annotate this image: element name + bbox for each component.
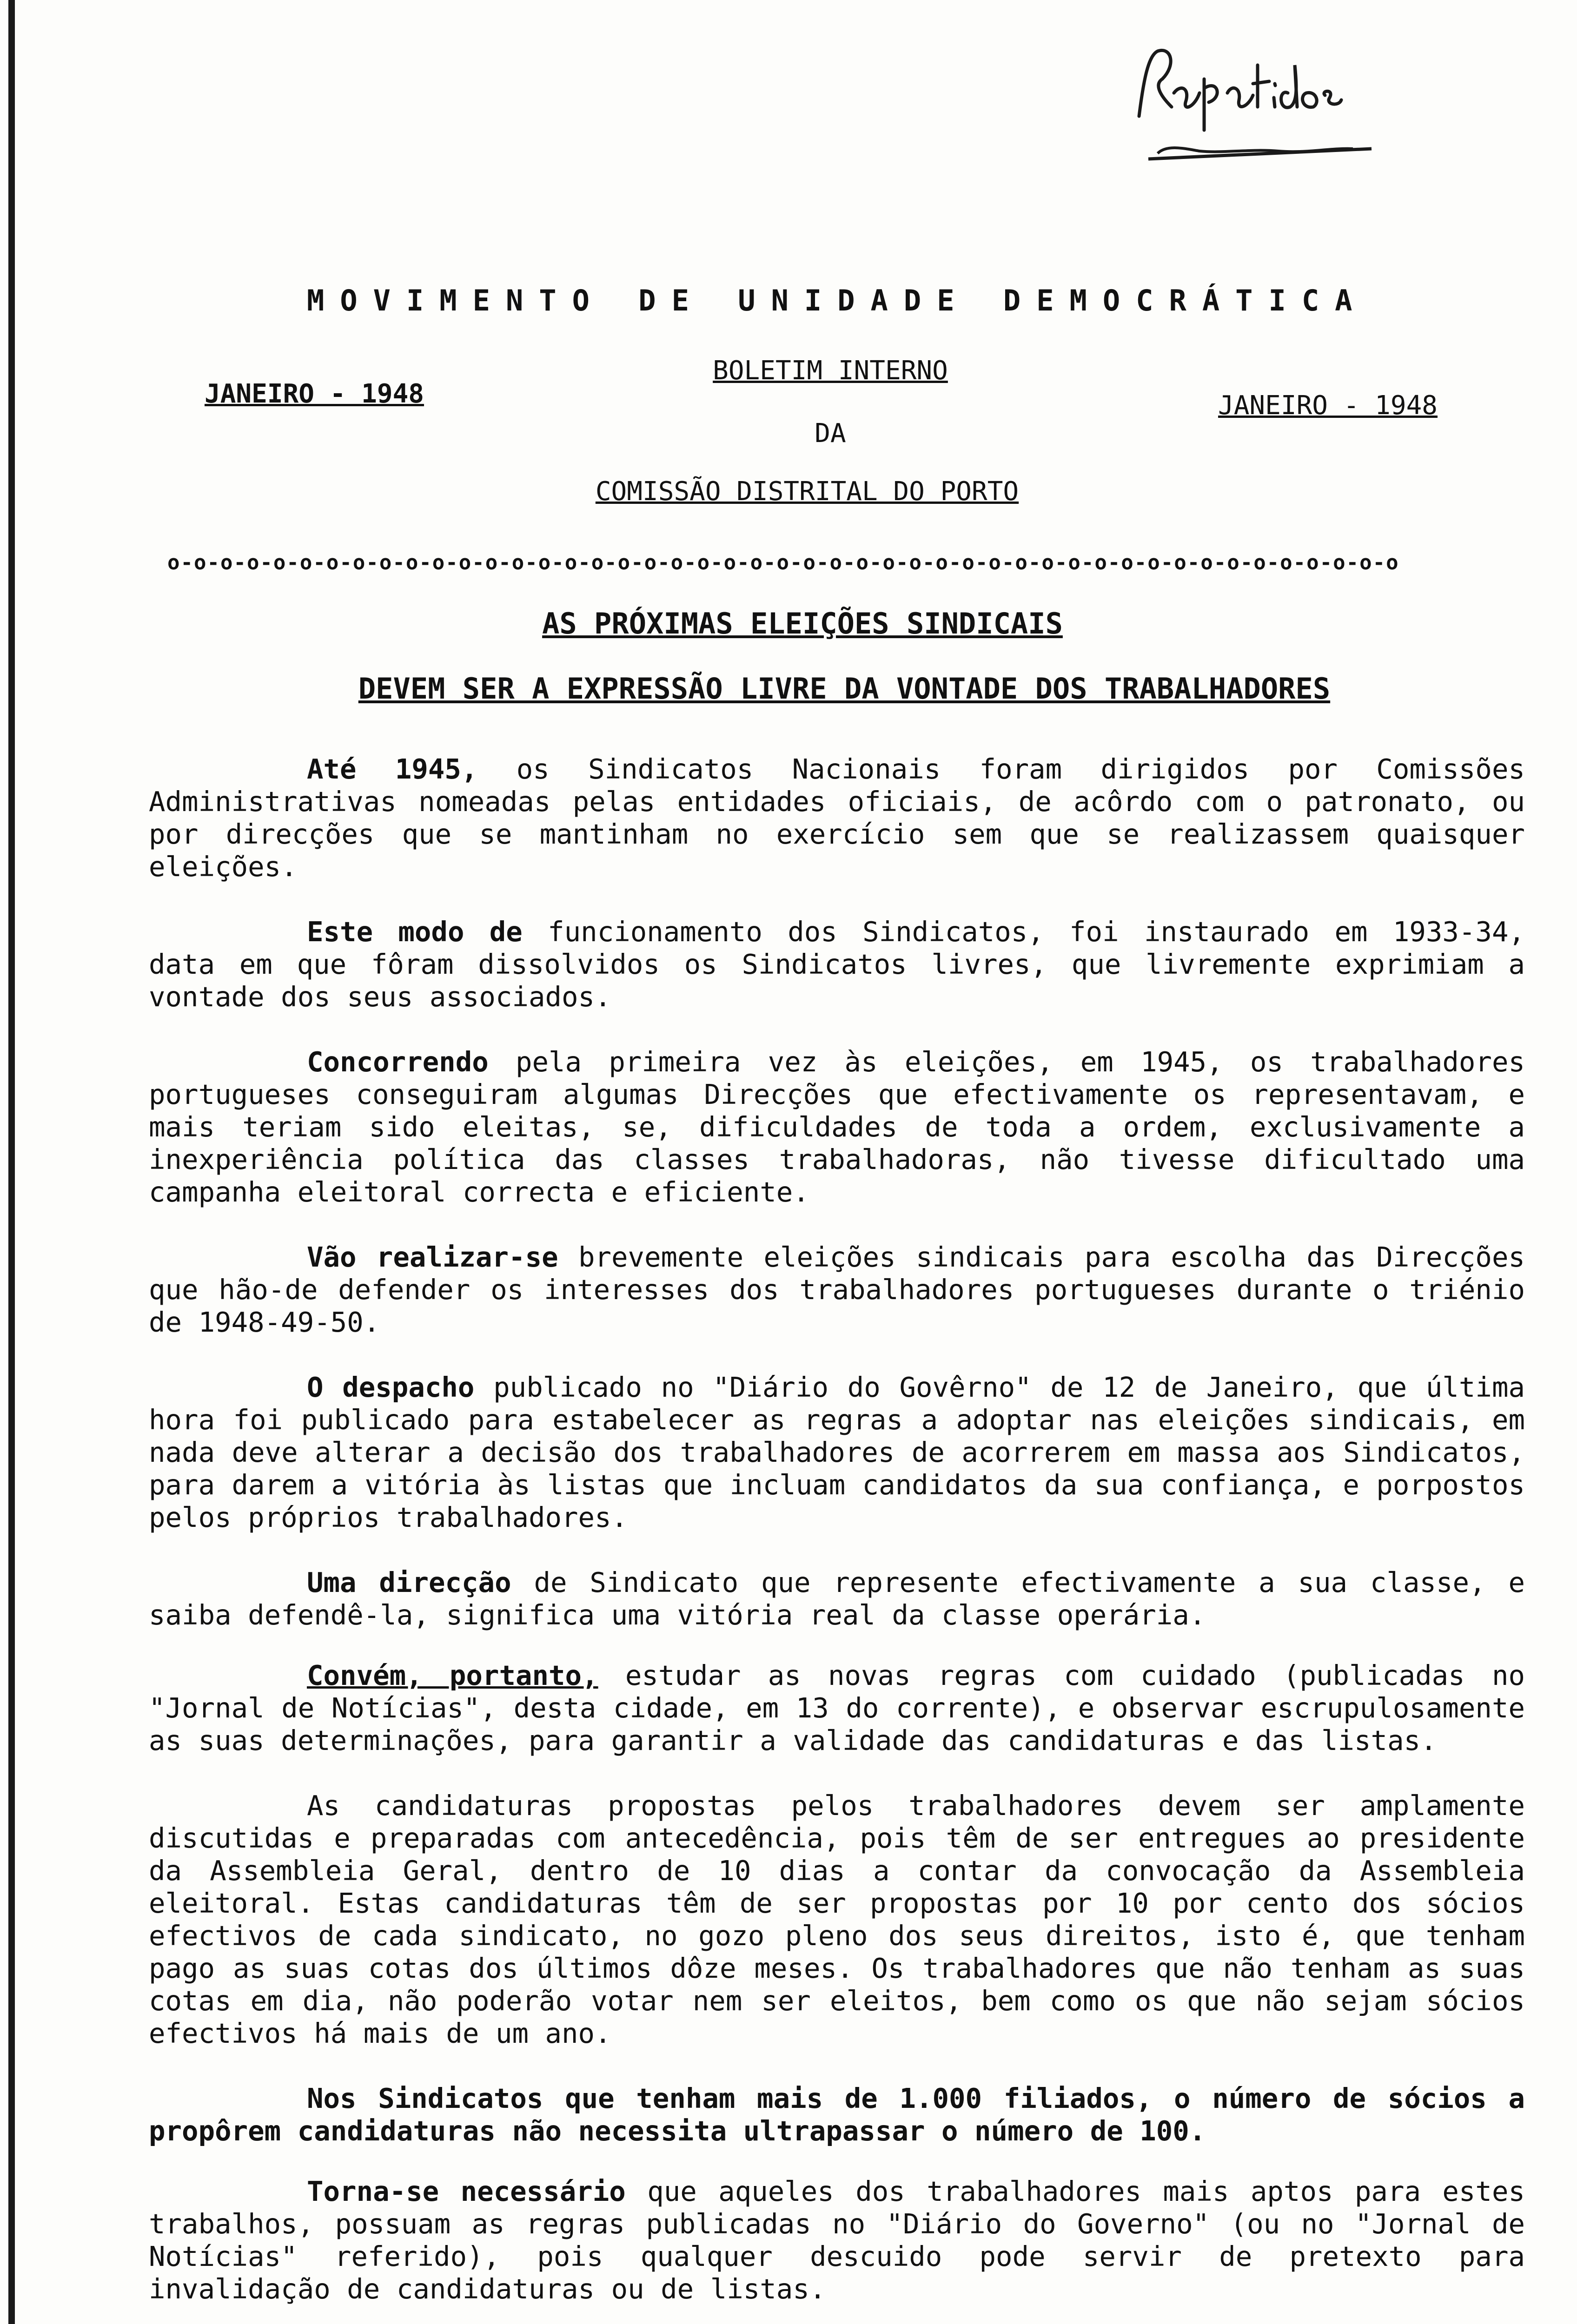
bulletin-label: BOLETIM INTERNO bbox=[713, 356, 948, 386]
paragraph-lead: O despacho bbox=[307, 1371, 475, 1403]
paragraph-text: de Sindicato que represente efectivamente a sua classe, e saiba defendê-la, significa uma vitória real da classe operária. bbox=[149, 1566, 1525, 1631]
paragraph-text: brevemente eleições sindicais para escolha das Direcções que hão-de defender os interesses dos trabalhadores portugueses durante o triénio de 1948-49-50. bbox=[149, 1241, 1525, 1338]
paragraph-text: que tenham mais de 1.000 filiados, o número de sócios a propôrem candidaturas não necessita ultrapassar o número de 100. bbox=[149, 2082, 1525, 2147]
paragraph-lead: Uma direcção bbox=[307, 1566, 511, 1598]
section-divider: o-o-o-o-o-o-o-o-o-o-o-o-o-o-o-o-o-o-o-o-o-o-o-o-o-o-o-o-o-o-o-o-o-o-o-o-o-o-o-o-o-o-o-o-o-o-o bbox=[167, 551, 1399, 574]
paragraph-9 bbox=[149, 2082, 1525, 2147]
date-right: JANEIRO - 1948 bbox=[1218, 390, 1438, 421]
paragraph-lead: Até 1945, bbox=[307, 753, 478, 785]
paragraph-3 bbox=[149, 1046, 1525, 1208]
paragraph-text: que aqueles dos trabalhadores mais aptos para estes trabalhos, possuam as regras publicadas no "Diário do Governo" (ou no "Jornal de Notícias" referido), pois qualquer descuido pode servir de pretexto para invalidação de candidaturas ou de listas. bbox=[149, 2175, 1525, 2305]
paragraph-text: os Sindicatos Nacionais foram dirigidos por Comissões Administrativas nomeadas pelas entidades oficiais, de acôrdo com o patronato, ou por direcções que se mantinham no exercício sem que se realizassem quaisquer eleições. bbox=[149, 753, 1525, 883]
paragraph-lead: Vão realizar-se bbox=[307, 1241, 558, 1273]
da-label: DA bbox=[815, 418, 846, 449]
paragraph-4 bbox=[149, 1241, 1525, 1339]
body-text bbox=[149, 753, 1525, 2324]
paragraph-text: publicado no "Diário do Govêrno" de 12 de Janeiro, que última hora foi publicado para estabelecer as regras a adoptar nas eleições sindicais, em nada deve alterar a decisão dos trabalhadores de acorrerem em massa aos Sindicatos, para darem a vitória às listas que incluam candidatos da sua confiança, e porpostos pelos próprios trabalhadores. bbox=[149, 1371, 1525, 1533]
scan-left-edge bbox=[8, 0, 15, 2324]
paragraph-8 bbox=[149, 1789, 1525, 2050]
paragraph-lead: Nos Sindicatos bbox=[307, 2082, 543, 2114]
committee-name: COMISSÃO DISTRITAL DO PORTO bbox=[595, 476, 1019, 507]
paragraph-1 bbox=[149, 753, 1525, 883]
paragraph-lead: Convém, portanto, bbox=[307, 1659, 598, 1691]
movement-title: MOVIMENTO DE UNIDADE DEMOCRÁTICA bbox=[307, 284, 1368, 317]
paragraph-5 bbox=[149, 1371, 1525, 1534]
paragraph-text: pela primeira vez às eleições, em 1945, os trabalhadores portugueses conseguiram algumas Direcções que efectivamente os representavam, e mais teriam sido eleitas, se, dificuldades de toda a ordem, exclusivamente a inexperiência política das classes trabalhadoras, não tivesse dificultado uma campanha eleitoral correcta e eficiente. bbox=[149, 1046, 1525, 1208]
headline-sub: DEVEM SER A EXPRESSÃO LIVRE DA VONTADE DOS TRABALHADORES bbox=[358, 672, 1331, 706]
paragraph-lead: Concorrendo bbox=[307, 1046, 489, 1078]
paragraph-text: estudar as novas regras com cuidado (publicadas no "Jornal de Notícias", desta cidade, em 13 do corrente), e observar escrupulosamente as suas determinações, para garantir a validade das candidaturas e das listas. bbox=[149, 1659, 1525, 1756]
paragraph-lead: Torna-se necessário bbox=[307, 2175, 626, 2207]
paragraph-text: propostas pelos trabalhadores devem ser amplamente discutidas e preparadas com antecedência, pois têm de ser entregues ao presidente da Assembleia Geral, dentro de 10 dias a contar da convocação da Assembleia eleitoral. Estas candidaturas têm de ser propostas por 10 por cento dos sócios efectivos de cada sindicato, no gozo pleno dos seus direitos, isto é, que tenham pago as suas cotas dos últimos dôze meses. Os trabalhadores que não tenham as suas cotas em dia, não poderão votar nem ser eleitos, bem como os que não sejam sócios efectivos há mais de um ano. bbox=[149, 1789, 1525, 2049]
paragraph-7 bbox=[149, 1659, 1525, 1757]
paragraph-lead: Este modo de bbox=[307, 916, 523, 948]
paragraph-lead: As candidaturas bbox=[307, 1789, 573, 1822]
paragraph-10 bbox=[149, 2175, 1525, 2305]
paragraph-2 bbox=[149, 916, 1525, 1013]
date-left: JANEIRO - 1948 bbox=[205, 379, 424, 409]
paragraph-6 bbox=[149, 1566, 1525, 1631]
handwritten-annotation bbox=[1130, 37, 1390, 186]
headline-main: AS PRÓXIMAS ELEIÇÕES SINDICAIS bbox=[542, 607, 1063, 640]
paragraph-text: funcionamento dos Sindicatos, foi instaurado em 1933-34, data em que fôram dissolvidos os Sindicatos livres, que livremente exprimiam a vontade dos seus associados. bbox=[149, 916, 1525, 1013]
